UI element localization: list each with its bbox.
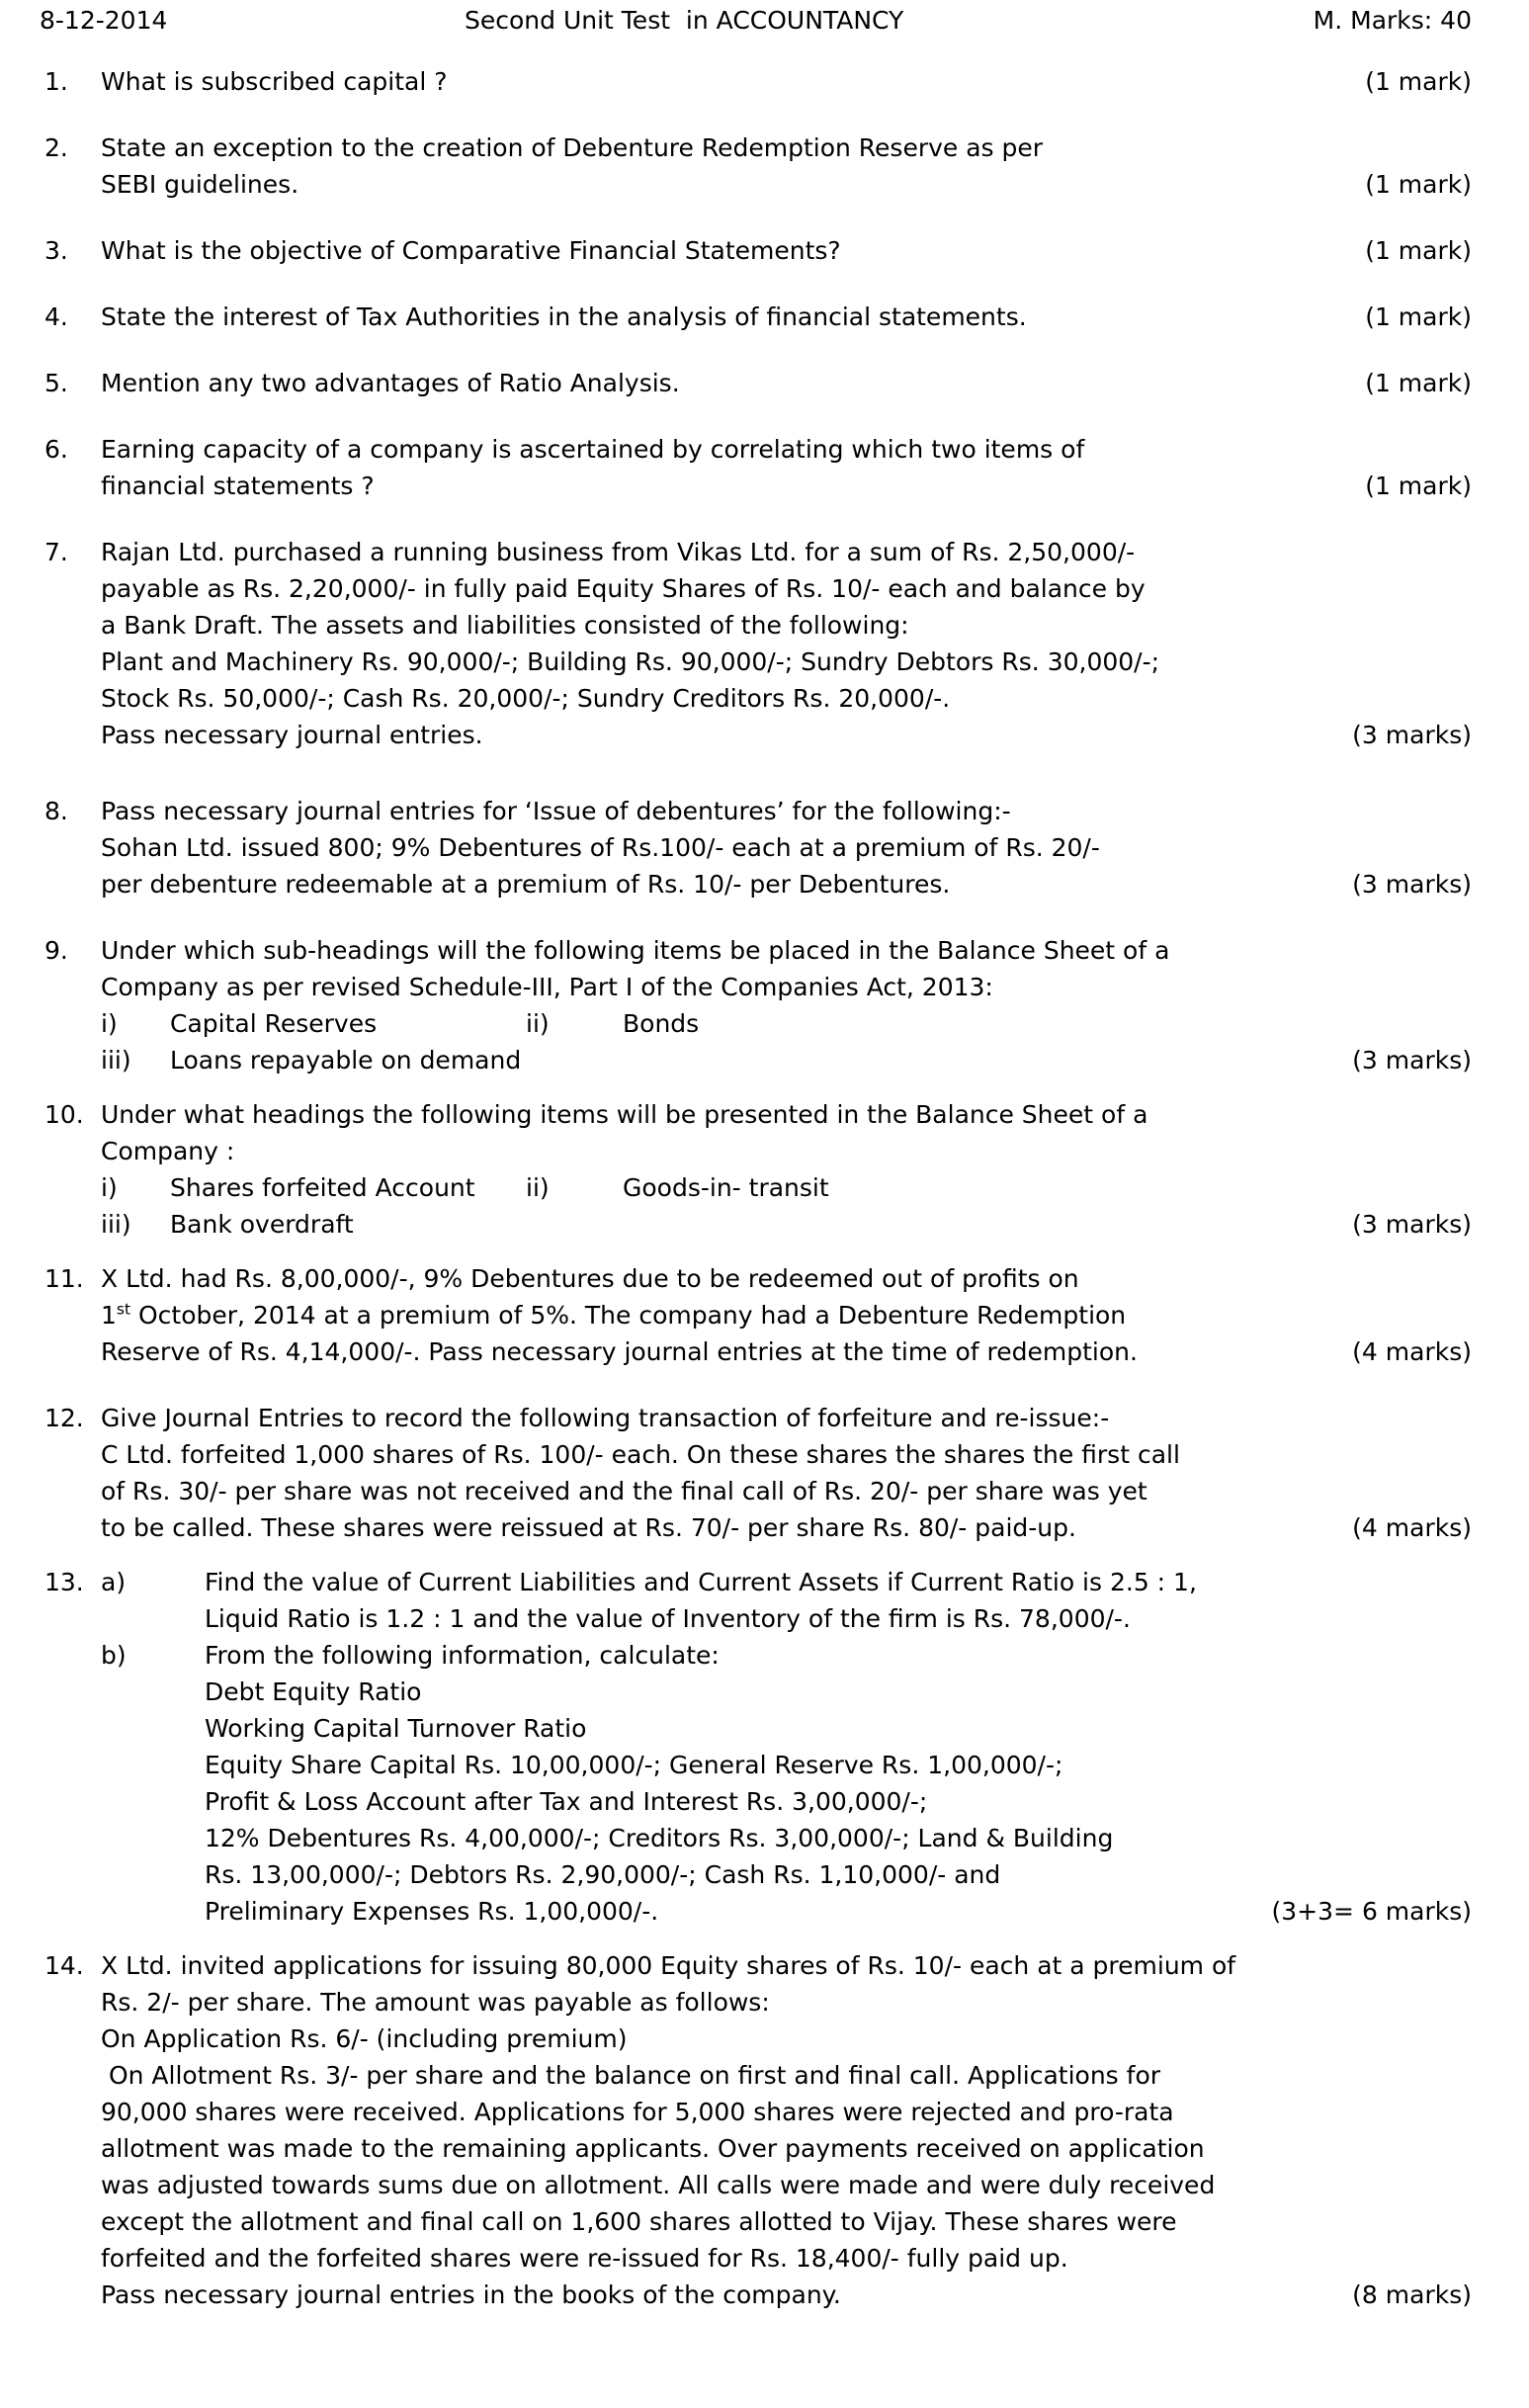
question-number: 7.	[44, 538, 68, 566]
question-text: On Application Rs. 6/- (including premium)	[101, 2024, 628, 2053]
sub-item-marker: iii)	[101, 1210, 131, 1239]
question-block	[40, 793, 1472, 903]
question-line	[101, 468, 1472, 504]
question-block	[40, 431, 1472, 504]
question-body	[101, 932, 1472, 1078]
sub-item-label: Capital Reserves	[170, 1009, 378, 1038]
question-number: 10.	[44, 1100, 84, 1129]
question-part	[101, 1564, 1472, 1637]
question-body	[101, 299, 1472, 335]
question-line	[101, 534, 1472, 570]
question-text: Earning capacity of a company is ascertained by correlating which two items of	[101, 435, 1085, 464]
question-line	[205, 1710, 1472, 1747]
question-line	[101, 1436, 1472, 1473]
sub-item-marker: ii)	[526, 1173, 550, 1202]
question-line	[101, 166, 1472, 203]
question-text: financial statements ?	[101, 472, 375, 500]
question-text: except the allotment and final call on 1,600 shares allotted to Vijay. These shares were	[101, 2207, 1177, 2236]
question-line	[205, 1747, 1472, 1783]
question-text: What is subscribed capital ?	[101, 67, 448, 96]
question-line	[205, 1856, 1472, 1893]
exam-title: Second Unit Test in ACCOUNTANCY	[465, 6, 904, 35]
question-part	[101, 1637, 1472, 1930]
question-text: Mention any two advantages of Ratio Analysis.	[101, 369, 680, 397]
question-line	[101, 1260, 1472, 1297]
question-marks: (1 mark)	[1365, 472, 1472, 500]
question-block	[40, 1564, 1472, 1930]
question-line	[205, 1637, 1472, 1674]
exam-date: 8-12-2014	[40, 6, 168, 35]
question-line	[101, 2094, 1472, 2130]
question-line	[101, 969, 1472, 1005]
question-line	[101, 2057, 1472, 2094]
question-body	[101, 1096, 1472, 1243]
question-number: 1.	[44, 67, 68, 96]
question-text: a Bank Draft. The assets and liabilities consisted of the following:	[101, 611, 909, 640]
question-text: Plant and Machinery Rs. 90,000/-; Building Rs. 90,000/-; Sundry Debtors Rs. 30,000/-;	[101, 647, 1160, 676]
question-block	[40, 1260, 1472, 1370]
question-block	[40, 63, 1472, 100]
exam-max-marks: M. Marks: 40	[1313, 6, 1472, 35]
question-block	[40, 1400, 1472, 1546]
question-sub-item	[101, 1206, 1472, 1243]
question-marks: (3 marks)	[1352, 870, 1472, 899]
question-marks: (3 marks)	[1352, 1046, 1472, 1075]
sub-item-label: Shares forfeited Account	[170, 1173, 475, 1202]
question-text: Rajan Ltd. purchased a running business from Vikas Ltd. for a sum of Rs. 2,50,000/-	[101, 538, 1136, 566]
question-part-letter: b)	[101, 1641, 127, 1670]
question-line	[101, 866, 1472, 903]
question-body	[101, 1947, 1472, 2313]
question-line	[101, 365, 1472, 401]
question-body	[101, 793, 1472, 903]
question-text: C Ltd. forfeited 1,000 shares of Rs. 100/- each. On these shares the shares the first call	[101, 1440, 1180, 1469]
question-line	[101, 2021, 1472, 2057]
question-line	[101, 63, 1472, 100]
question-text: Sohan Ltd. issued 800; 9% Debentures of Rs.100/- each at a premium of Rs. 20/-	[101, 833, 1100, 862]
question-line	[101, 2130, 1472, 2167]
question-text: Under which sub-headings will the following items be placed in the Balance Sheet of a	[101, 936, 1170, 965]
sub-item-label: Loans repayable on demand	[170, 1046, 522, 1075]
question-body	[101, 1260, 1472, 1370]
question-line	[101, 1473, 1472, 1509]
question-marks: (8 marks)	[1352, 2280, 1472, 2309]
question-line	[205, 1600, 1472, 1637]
question-line	[101, 431, 1472, 468]
question-text: What is the objective of Comparative Financial Statements?	[101, 236, 841, 265]
question-text: allotment was made to the remaining applicants. Over payments received on application	[101, 2134, 1205, 2163]
question-body	[101, 63, 1472, 100]
question-line	[101, 1297, 1472, 1333]
question-text: State the interest of Tax Authorities in the analysis of financial statements.	[101, 302, 1027, 331]
question-line	[101, 1400, 1472, 1436]
exam-header	[40, 0, 1472, 38]
question-block	[40, 299, 1472, 335]
question-text: Preliminary Expenses Rs. 1,00,000/-.	[205, 1897, 659, 1926]
question-number: 4.	[44, 302, 68, 331]
question-line	[101, 717, 1472, 753]
question-body	[101, 365, 1472, 401]
question-text: On Allotment Rs. 3/- per share and the balance on first and final call. Applications for	[101, 2061, 1161, 2090]
question-text: 1st October, 2014 at a premium of 5%. The company had a Debenture Redemption	[101, 1300, 1127, 1330]
question-block	[40, 932, 1472, 1078]
sub-item-marker: i)	[101, 1173, 118, 1202]
question-text: of Rs. 30/- per share was not received and the final call of Rs. 20/- per share was yet	[101, 1477, 1147, 1505]
question-text: Profit & Loss Account after Tax and Interest Rs. 3,00,000/-;	[205, 1787, 928, 1816]
question-text: State an exception to the creation of Debenture Redemption Reserve as per	[101, 133, 1044, 162]
question-number: 3.	[44, 236, 68, 265]
question-line	[101, 1333, 1472, 1370]
sub-item-label: Goods-in- transit	[623, 1173, 829, 1202]
sub-item-label: Bank overdraft	[170, 1210, 354, 1239]
question-part-body	[205, 1637, 1472, 1930]
question-block	[40, 1947, 1472, 2313]
question-line	[101, 1096, 1472, 1133]
question-text: Debt Equity Ratio	[205, 1677, 422, 1706]
question-marks: (4 marks)	[1352, 1513, 1472, 1542]
question-marks: (4 marks)	[1352, 1337, 1472, 1366]
question-marks: (1 mark)	[1365, 236, 1472, 265]
question-text: payable as Rs. 2,20,000/- in fully paid Equity Shares of Rs. 10/- each and balance by	[101, 574, 1146, 603]
question-line	[205, 1783, 1472, 1820]
question-body	[101, 232, 1472, 269]
question-text: From the following information, calculate:	[205, 1641, 720, 1670]
question-line	[101, 1133, 1472, 1169]
question-marks: (3 marks)	[1352, 721, 1472, 749]
question-line	[205, 1820, 1472, 1856]
question-line	[101, 680, 1472, 717]
question-line	[101, 570, 1472, 607]
question-text: to be called. These shares were reissued at Rs. 70/- per share Rs. 80/- paid-up.	[101, 1513, 1076, 1542]
question-text: Reserve of Rs. 4,14,000/-. Pass necessary journal entries at the time of redemption.	[101, 1337, 1138, 1366]
question-text: Pass necessary journal entries.	[101, 721, 483, 749]
question-line	[101, 2167, 1472, 2203]
ordinal-suffix: st	[116, 1300, 131, 1319]
question-part-body	[205, 1564, 1472, 1637]
question-block	[40, 365, 1472, 401]
question-marks: (3+3= 6 marks)	[1271, 1897, 1472, 1926]
question-line	[101, 644, 1472, 680]
question-text: was adjusted towards sums due on allotment. All calls were made and were duly received	[101, 2171, 1216, 2199]
question-number: 6.	[44, 435, 68, 464]
question-number: 9.	[44, 936, 68, 965]
question-text: Pass necessary journal entries for ‘Issue of debentures’ for the following:-	[101, 797, 1011, 825]
question-line	[101, 232, 1472, 269]
question-text: Equity Share Capital Rs. 10,00,000/-; General Reserve Rs. 1,00,000/-;	[205, 1751, 1063, 1779]
question-text: SEBI guidelines.	[101, 170, 299, 199]
question-body	[101, 1400, 1472, 1546]
question-body	[101, 431, 1472, 504]
question-text: Company :	[101, 1137, 235, 1165]
question-number: 12.	[44, 1404, 84, 1432]
question-number: 14.	[44, 1951, 84, 1980]
question-text: Rs. 2/- per share. The amount was payable as follows:	[101, 1988, 770, 2017]
question-text: Pass necessary journal entries in the books of the company.	[101, 2280, 841, 2309]
question-line	[101, 607, 1472, 644]
question-block	[40, 232, 1472, 269]
question-block	[40, 534, 1472, 753]
question-line	[101, 299, 1472, 335]
question-text: Company as per revised Schedule-III, Part I of the Companies Act, 2013:	[101, 973, 993, 1001]
question-text: X Ltd. invited applications for issuing 80,000 Equity shares of Rs. 10/- each at a premium of	[101, 1951, 1236, 1980]
question-line	[101, 2203, 1472, 2240]
question-number: 8.	[44, 797, 68, 825]
question-list	[40, 63, 1472, 2313]
question-body	[101, 1564, 1472, 1930]
question-text: Find the value of Current Liabilities and Current Assets if Current Ratio is 2.5 : 1,	[205, 1568, 1197, 1596]
question-text: Give Journal Entries to record the following transaction of forfeiture and re-issue:-	[101, 1404, 1110, 1432]
question-part-letter: a)	[101, 1568, 127, 1596]
question-body	[101, 129, 1472, 203]
question-marks: (3 marks)	[1352, 1210, 1472, 1239]
question-marks: (1 mark)	[1365, 170, 1472, 199]
sub-item-marker: iii)	[101, 1046, 131, 1075]
question-line	[101, 1947, 1472, 1984]
question-sub-item	[101, 1042, 1472, 1078]
question-line	[205, 1564, 1472, 1600]
question-line	[101, 829, 1472, 866]
question-text: Under what headings the following items will be presented in the Balance Sheet of a	[101, 1100, 1148, 1129]
question-text: 12% Debentures Rs. 4,00,000/-; Creditors Rs. 3,00,000/-; Land & Building	[205, 1824, 1114, 1852]
question-block	[40, 129, 1472, 203]
question-text: Rs. 13,00,000/-; Debtors Rs. 2,90,000/-; Cash Rs. 1,10,000/- and	[205, 1860, 1001, 1889]
question-text: Stock Rs. 50,000/-; Cash Rs. 20,000/-; Sundry Creditors Rs. 20,000/-.	[101, 684, 951, 713]
question-line	[205, 1893, 1472, 1930]
question-body	[101, 534, 1472, 753]
question-number: 13.	[44, 1568, 84, 1596]
question-line	[205, 1674, 1472, 1710]
question-line	[101, 2240, 1472, 2277]
question-text: X Ltd. had Rs. 8,00,000/-, 9% Debentures due to be redeemed out of profits on	[101, 1264, 1079, 1293]
question-text: 90,000 shares were received. Applications for 5,000 shares were rejected and pro-rata	[101, 2098, 1174, 2126]
question-line	[101, 793, 1472, 829]
question-number: 11.	[44, 1264, 84, 1293]
question-line	[101, 2277, 1472, 2313]
question-sub-item	[101, 1169, 1472, 1206]
question-text: Liquid Ratio is 1.2 : 1 and the value of Inventory of the firm is Rs. 78,000/-.	[205, 1604, 1131, 1633]
question-text: forfeited and the forfeited shares were re-issued for Rs. 18,400/- fully paid up.	[101, 2244, 1068, 2273]
question-number: 5.	[44, 369, 68, 397]
sub-item-marker: i)	[101, 1009, 118, 1038]
question-line	[101, 129, 1472, 166]
question-marks: (1 mark)	[1365, 67, 1472, 96]
sub-item-marker: ii)	[526, 1009, 550, 1038]
question-text: Working Capital Turnover Ratio	[205, 1714, 587, 1743]
question-number: 2.	[44, 133, 68, 162]
question-line	[101, 1984, 1472, 2021]
question-marks: (1 mark)	[1365, 302, 1472, 331]
question-line	[101, 1509, 1472, 1546]
question-text: per debenture redeemable at a premium of Rs. 10/- per Debentures.	[101, 870, 951, 899]
sub-item-label: Bonds	[623, 1009, 700, 1038]
question-block	[40, 1096, 1472, 1243]
question-line	[101, 932, 1472, 969]
question-marks: (1 mark)	[1365, 369, 1472, 397]
question-sub-item	[101, 1005, 1472, 1042]
